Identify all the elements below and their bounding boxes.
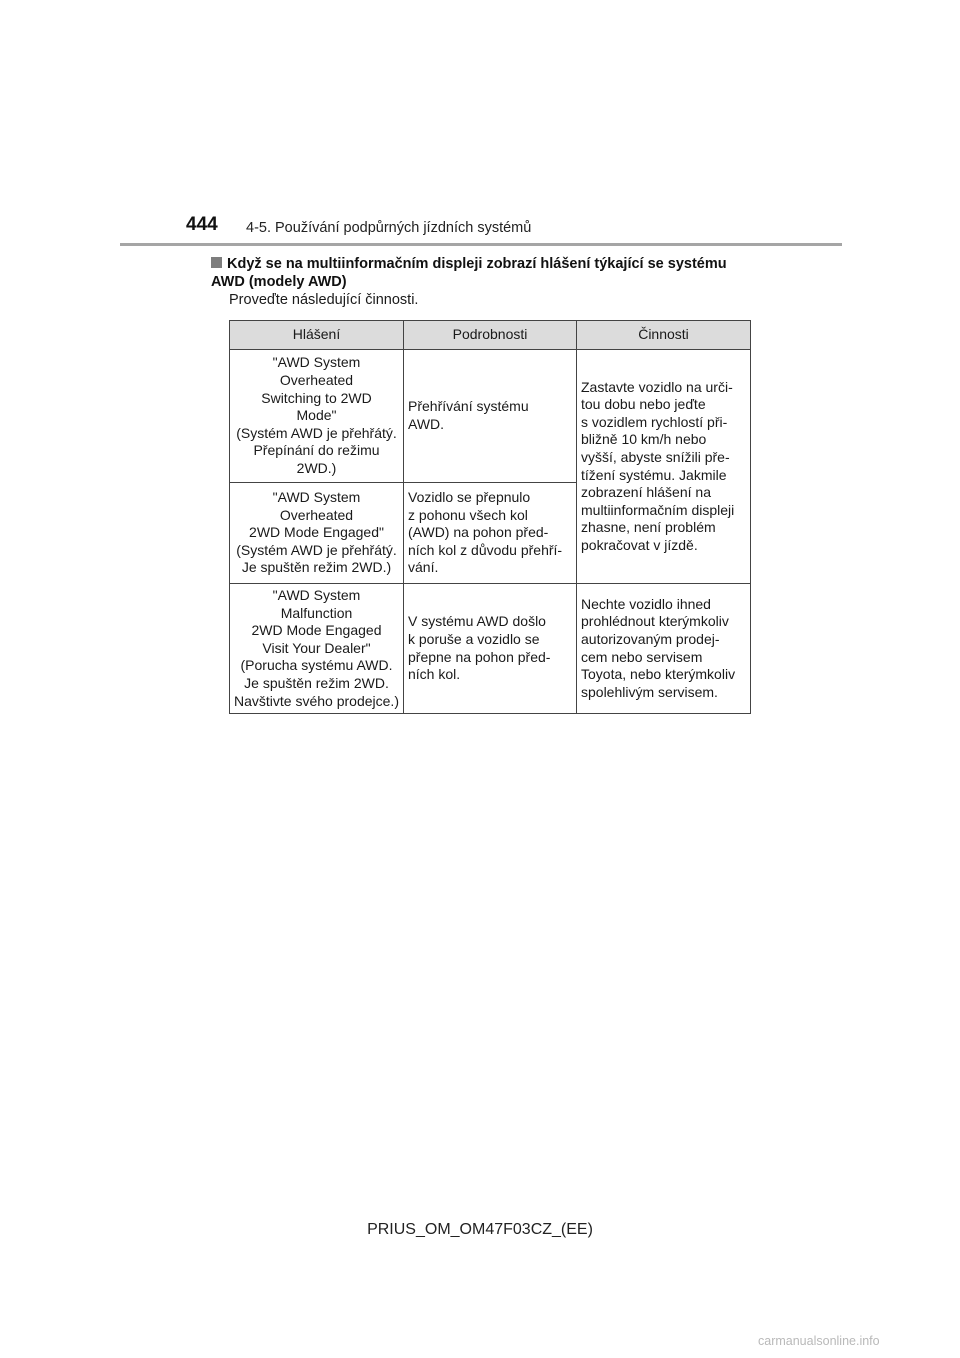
message-cell: "AWD System Overheated Switching to 2WD Mode" (Systém AWD je přehřátý. Přepínání do režimu 2WD.): [230, 350, 404, 483]
action-cell-malfunction: Nechte vozidlo ihned prohlédnout kterýmkoliv autorizovaným prodej- cem nebo servisem Toyota, nebo kterýmkoliv spolehlivým servisem.: [577, 584, 751, 714]
section-title: 4-5. Používání podpůrných jízdních systémů: [246, 220, 532, 236]
table-row: [230, 350, 751, 483]
watermark: carmanualsonline.info: [758, 1334, 880, 1348]
header-actions: Činnosti: [577, 321, 751, 350]
square-bullet-icon: [211, 257, 222, 268]
detail-cell: Vozidlo se přepnulo z pohonu všech kol (AWD) na pohon před- ních kol z důvodu přehří- vání.: [404, 483, 577, 584]
table-row: [230, 584, 751, 714]
awd-message-table: [229, 320, 751, 714]
message-cell: "AWD System Malfunction 2WD Mode Engaged Visit Your Dealer" (Porucha systému AWD. Je spuštěn režim 2WD. Navštivte svého prodejce.): [230, 584, 404, 714]
detail-cell: V systému AWD došlo k poruše a vozidlo se přepne na pohon před- ních kol.: [404, 584, 577, 714]
action-cell-overheat: Zastavte vozidlo na urči- tou dobu nebo jeďte s vozidlem rychlostí při- bližně 10 km/h nebo vyšší, abyste snížili pře- tížení systému. Jakmile zobrazení hlášení na multiinformačním displeji zhasne, není problém pokračovat v jízdě.: [577, 350, 751, 584]
intro-text: Proveďte následující činnosti.: [229, 292, 419, 308]
heading-line-2: AWD (modely AWD): [211, 274, 347, 290]
table-header-row: [230, 321, 751, 350]
header-message: Hlášení: [230, 321, 404, 350]
header-rule: [120, 243, 842, 246]
heading-line-1: Když se na multiinformačním displeji zobrazí hlášení týkající se systému: [227, 256, 727, 272]
subsection-heading: [211, 255, 771, 291]
header-details: Podrobnosti: [404, 321, 577, 350]
page-number: 444: [186, 214, 218, 235]
detail-cell: Přehřívání systému AWD.: [404, 350, 577, 483]
document-code: PRIUS_OM_OM47F03CZ_(EE): [367, 1221, 593, 1238]
message-cell: "AWD System Overheated 2WD Mode Engaged" (Systém AWD je přehřátý. Je spuštěn režim 2WD.): [230, 483, 404, 584]
